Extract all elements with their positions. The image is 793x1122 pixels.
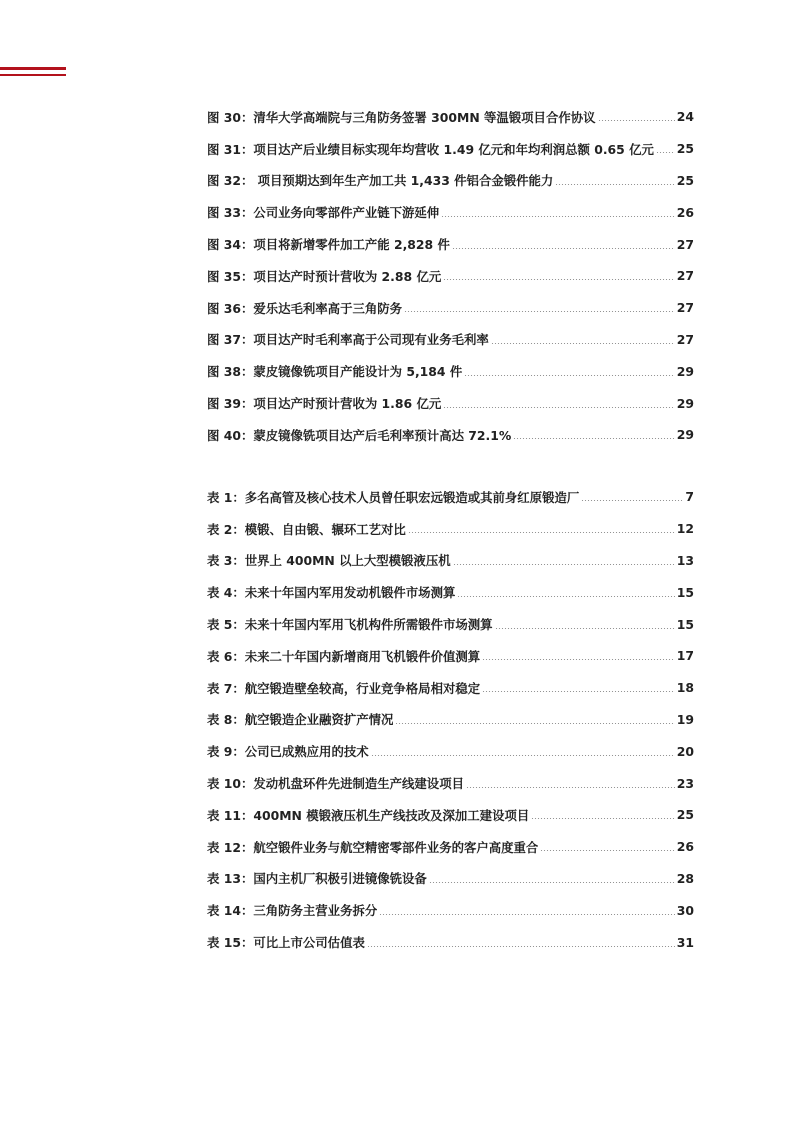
figure-entry[interactable] [207,324,694,356]
figure-entry-page: 24 [676,109,694,125]
table-entry-label: 表 10：发动机盘环件先进制造生产线建设项目 [207,776,464,792]
table-entry-label: 表 5：未来十年国内军用飞机构件所需锻件市场测算 [207,617,493,633]
dot-leader [531,818,675,819]
figure-entry[interactable] [207,260,694,292]
table-entry[interactable] [207,672,694,704]
dot-leader [581,500,683,501]
table-entry-page: 7 [685,489,694,505]
table-entry-page: 20 [676,743,694,759]
figure-entry[interactable] [207,101,694,133]
figure-entry[interactable] [207,165,694,197]
dot-leader [482,691,675,692]
figure-entry[interactable] [207,133,694,165]
table-entry-page: 15 [676,616,694,632]
table-entry-page: 23 [676,775,694,791]
table-entry[interactable] [207,704,694,736]
table-entry-label: 表 6：未来二十年国内新增商用飞机锻件价值测算 [207,648,481,664]
dot-leader [540,850,674,851]
dot-leader [457,596,674,597]
table-entry-label: 表 14：三角防务主营业务拆分 [207,903,378,919]
dot-leader [513,438,674,439]
dot-leader [379,914,675,915]
figure-entry-page: 25 [676,172,694,188]
figure-entry-page: 29 [676,363,694,379]
table-entry-page: 30 [676,902,694,918]
table-entry-page: 31 [676,934,694,950]
header-decoration-bar [0,67,66,70]
table-entry-page: 25 [676,807,694,823]
figure-entry-label: 图 30：清华大学高端院与三角防务签署 300MN 等温锻项目合作协议 [207,109,596,125]
table-entry-page: 12 [676,521,694,537]
table-entry-label: 表 13：国内主机厂积极引进镜像铣设备 [207,871,427,887]
dot-leader [466,787,675,788]
table-entry[interactable] [207,608,694,640]
dot-leader [452,248,675,249]
table-entry-label: 表 3：世界上 400MN 以上大型模锻液压机 [207,553,451,569]
table-entry[interactable] [207,481,694,513]
table-entry[interactable] [207,735,694,767]
table-entry[interactable] [207,894,694,926]
figure-entry-page: 27 [676,268,694,284]
table-entry-page: 15 [676,584,694,600]
table-entry-page: 28 [676,870,694,886]
figure-entry-label: 图 40：蒙皮镜像铣项目达产后毛利率预计高达 72.1% [207,427,512,443]
figure-entry[interactable] [207,419,694,451]
figure-entry-label: 图 34：项目将新增零件加工产能 2,828 件 [207,237,450,253]
dot-leader [367,946,675,947]
figure-entry-label: 图 39：项目达产时预计营收为 1.86 亿元 [207,396,442,412]
table-entry-label: 表 11：400MN 模锻液压机生产线技改及深加工建设项目 [207,807,530,823]
table-entry-page: 18 [676,680,694,696]
table-entry-label: 表 8：航空锻造企业融资扩产情况 [207,712,394,728]
dot-leader [429,882,675,883]
table-entry[interactable] [207,640,694,672]
dot-leader [656,152,675,153]
dot-leader [441,216,675,217]
table-entry[interactable] [207,513,694,545]
figure-entry[interactable] [207,228,694,260]
figure-entry-page: 26 [676,204,694,220]
figure-entry-page: 27 [676,236,694,252]
table-entry[interactable] [207,545,694,577]
figure-entry[interactable] [207,387,694,419]
table-list [207,481,694,958]
figure-entry-page: 27 [676,300,694,316]
header-decoration-line [0,74,66,76]
figure-entry-label: 图 33：公司业务向零部件产业链下游延伸 [207,205,440,221]
figure-entry[interactable] [207,196,694,228]
table-entry[interactable] [207,863,694,895]
table-entry-page: 13 [676,552,694,568]
table-entry-page: 26 [676,839,694,855]
figure-entry-label: 图 36：爱乐达毛利率高于三角防务 [207,300,403,316]
figure-entry-label: 图 32： 项目预期达到年生产加工共 1,433 件铝合金锻件能力 [207,173,554,189]
dot-leader [453,564,675,565]
table-entry[interactable] [207,926,694,958]
dot-leader [464,375,675,376]
figure-entry-label: 图 31：项目达产后业绩目标实现年均营收 1.49 亿元和年均利润总额 0.65 亿元 [207,141,654,157]
table-entry[interactable] [207,799,694,831]
table-entry-label: 表 9：公司已成熟应用的技术 [207,744,369,760]
table-entry-label: 表 7：航空锻造壁垒较高，行业竞争格局相对稳定 [207,680,481,696]
dot-leader [495,628,675,629]
dot-leader [395,723,674,724]
table-entry-label: 表 4：未来十年国内军用发动机锻件市场测算 [207,585,456,601]
dot-leader [491,343,675,344]
table-entry[interactable] [207,576,694,608]
table-entry-page: 17 [676,648,694,664]
dot-leader [598,120,675,121]
figure-entry-page: 25 [676,141,694,157]
figure-entry[interactable] [207,292,694,324]
dot-leader [408,532,675,533]
figure-entry-label: 图 38：蒙皮镜像铣项目产能设计为 5,184 件 [207,364,463,380]
figure-entry-page: 29 [676,427,694,443]
table-entry-label: 表 12：航空锻件业务与航空精密零部件业务的客户高度重合 [207,839,539,855]
table-entry-label: 表 2：模锻、自由锻、辗环工艺对比 [207,521,406,537]
figure-entry-page: 27 [676,331,694,347]
figure-entry-label: 图 35：项目达产时预计营收为 2.88 亿元 [207,268,442,284]
dot-leader [404,311,675,312]
table-entry-label: 表 1：多名高管及核心技术人员曾任职宏远锻造或其前身红原锻造厂 [207,489,580,505]
table-entry[interactable] [207,767,694,799]
dot-leader [443,407,675,408]
figure-entry[interactable] [207,355,694,387]
table-entry-page: 19 [676,711,694,727]
table-entry-label: 表 15：可比上市公司估值表 [207,935,365,951]
table-entry[interactable] [207,831,694,863]
dot-leader [443,279,675,280]
figure-entry-label: 图 37：项目达产时毛利率高于公司现有业务毛利率 [207,332,489,348]
figure-list [207,101,694,451]
dot-leader [555,184,674,185]
dot-leader [482,659,675,660]
figure-entry-page: 29 [676,395,694,411]
dot-leader [371,755,675,756]
